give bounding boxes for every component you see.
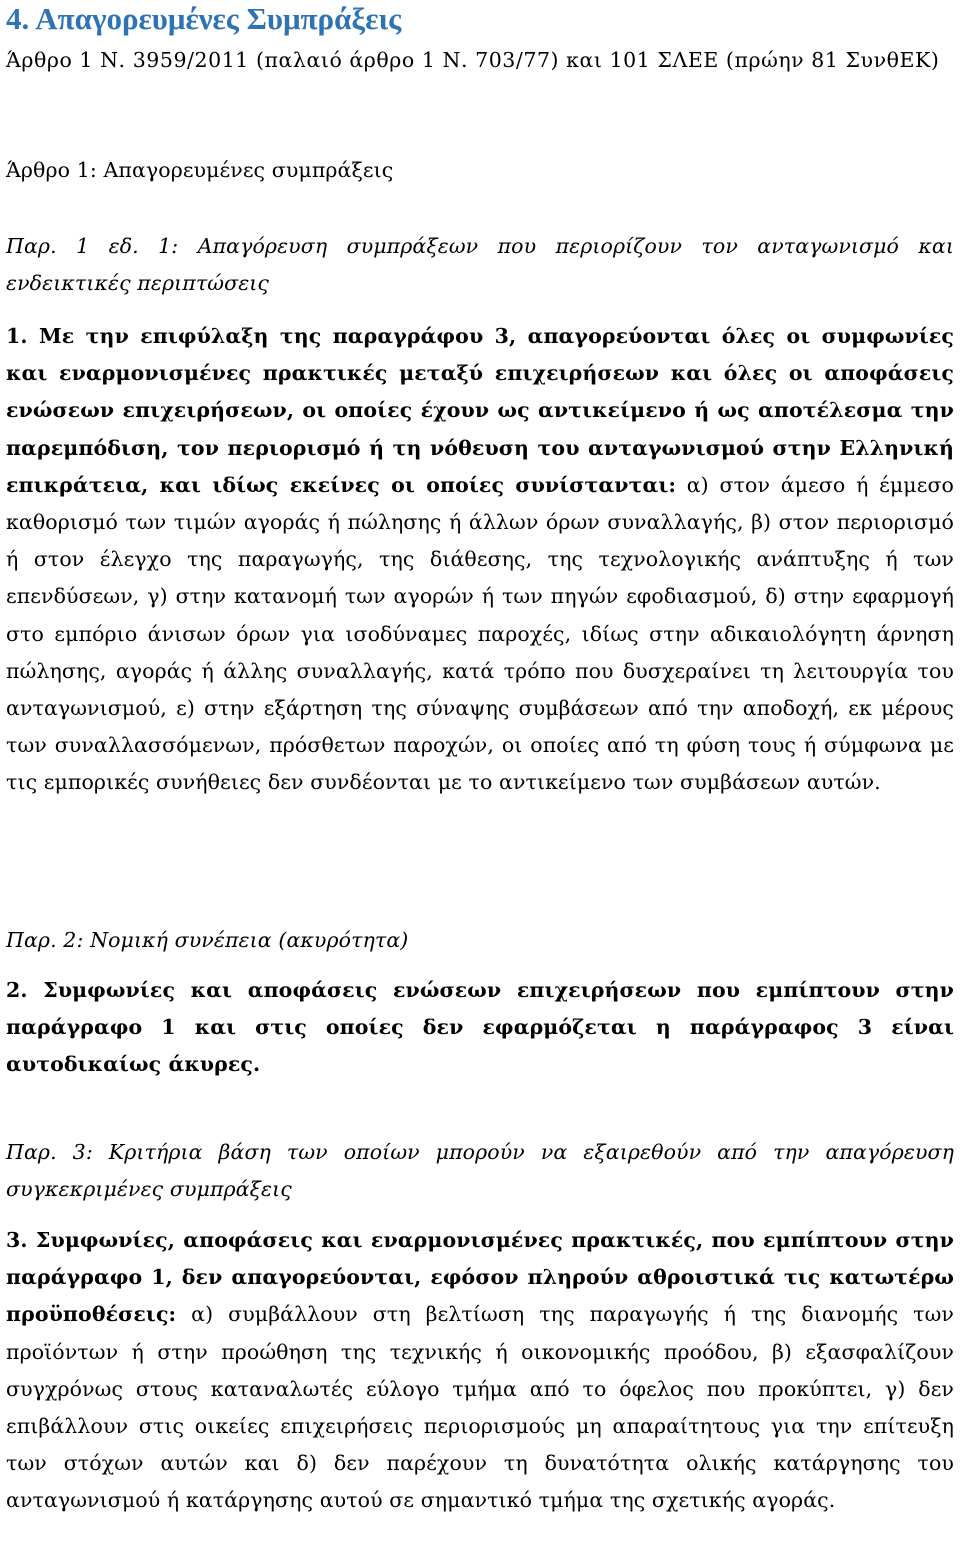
- law-reference: Άρθρο 1 Ν. 3959/2011 (παλαιό άρθρο 1 Ν. 703/77) και 101 ΣΛΕΕ (πρώην 81 ΣυνθΕΚ): [6, 48, 940, 72]
- paragraph-2-title: Παρ. 2: Νομική συνέπεια (ακυρότητα): [6, 928, 409, 952]
- paragraph-1-normal-text: α) στον άμεσο ή έμμεσο καθορισμό των τιμών αγοράς ή πώλησης ή άλλων όρων συναλλαγής, β) στον περιορισμό ή στον έλεγχο της παραγωγής, της διάθεσης, της τεχνολογικής ανάπτυξης ή των επενδύσεων, γ) στην κατανομή των αγορών ή των πηγών εφοδιασμού, δ) στην εφαρμογή στο εμπόριο άνισων όρων για ισοδύναμες παροχές, ιδίως στην αδικαιολόγητη άρνηση πώλησης, αγοράς ή άλλης συναλλαγής, κατά τρόπο που δυσχεραίνει τη λειτουργία του ανταγωνισμού, ε) στην εξάρτηση της σύναψης συμβάσεων από την αποδοχή, εκ μέρους των συναλλασσόμενων, πρόσθετων παροχών, οι οποίες από τη φύση τους ή σύμφωνα με τις εμπορικές συνήθειες δεν συνδέονται με το αντικείμενο των συμβάσεων αυτών.: [6, 472, 954, 795]
- article-title: Άρθρο 1: Απαγορευμένες συμπράξεις: [6, 158, 394, 182]
- paragraph-2-bold-text: 2. Συμφωνίες και αποφάσεις ενώσεων επιχειρήσεων που εμπίπτουν στην παράγραφο 1 και στις οποίες δεν εφαρμόζεται η παράγραφος 3 είναι αυτοδικαίως άκυρες.: [6, 978, 954, 1077]
- paragraph-1-text: [6, 318, 954, 802]
- paragraph-3-bold-text: 3. Συμφωνίες, αποφάσεις και εναρμονισμένες πρακτικές, που εμπίπτουν στην παράγραφο 1, δεν απαγορεύονται, εφόσον πληρούν αθροιστικά τις κατωτέρω προϋποθέσεις:: [6, 1228, 954, 1327]
- paragraph-3-normal-text: α) συμβάλλουν στη βελτίωση της παραγωγής ή της διανομής των προϊόντων ή στην προώθηση της τεχνικής ή οικονομικής προόδου, β) εξασφαλίζουν συγχρόνως στους καταναλωτές εύλογο τμήμα από το όφελος που προκύπτει, γ) δεν επιβάλλουν στις οικείες επιχειρήσεις περιορισμούς μη απαραίτητους για την επίτευξη των στόχων αυτών και δ) δεν παρέχουν τη δυνατότητα ολικής κατάργησης του ανταγωνισμού ή κατάργησης αυτού σε σημαντικό τμήμα της σχετικής αγοράς.: [6, 1302, 954, 1513]
- paragraph-1-title: Παρ. 1 εδ. 1: Απαγόρευση συμπράξεων που περιορίζουν τον ανταγωνισμό και ενδεικτικές περιπτώσεις: [6, 234, 954, 296]
- paragraph-3-title: Παρ. 3: Κριτήρια βάση των οποίων μπορούν να εξαιρεθούν από την απαγόρευση συγκεκριμένες συμπράξεις: [6, 1140, 954, 1202]
- paragraph-1-bold-text: 1. Με την επιφύλαξη της παραγράφου 3, απαγορεύονται όλες οι συμφωνίες και εναρμονισμένες πρακτικές μεταξύ επιχειρήσεων και όλες οι αποφάσεις ενώσεων επιχειρήσεων, οι οποίες έχουν ως αντικείμενο ή ως αποτέλεσμα την παρεμπόδιση, τον περιορισμό ή τη νόθευση του ανταγωνισμού στην Ελληνική επικράτεια, και ιδίως εκείνες οι οποίες συνίστανται:: [6, 324, 954, 497]
- paragraph-3-text: [6, 1222, 954, 1520]
- paragraph-2-text: [6, 972, 954, 1084]
- section-heading: 4. Απαγορευμένες Συμπράξεις: [6, 1, 402, 36]
